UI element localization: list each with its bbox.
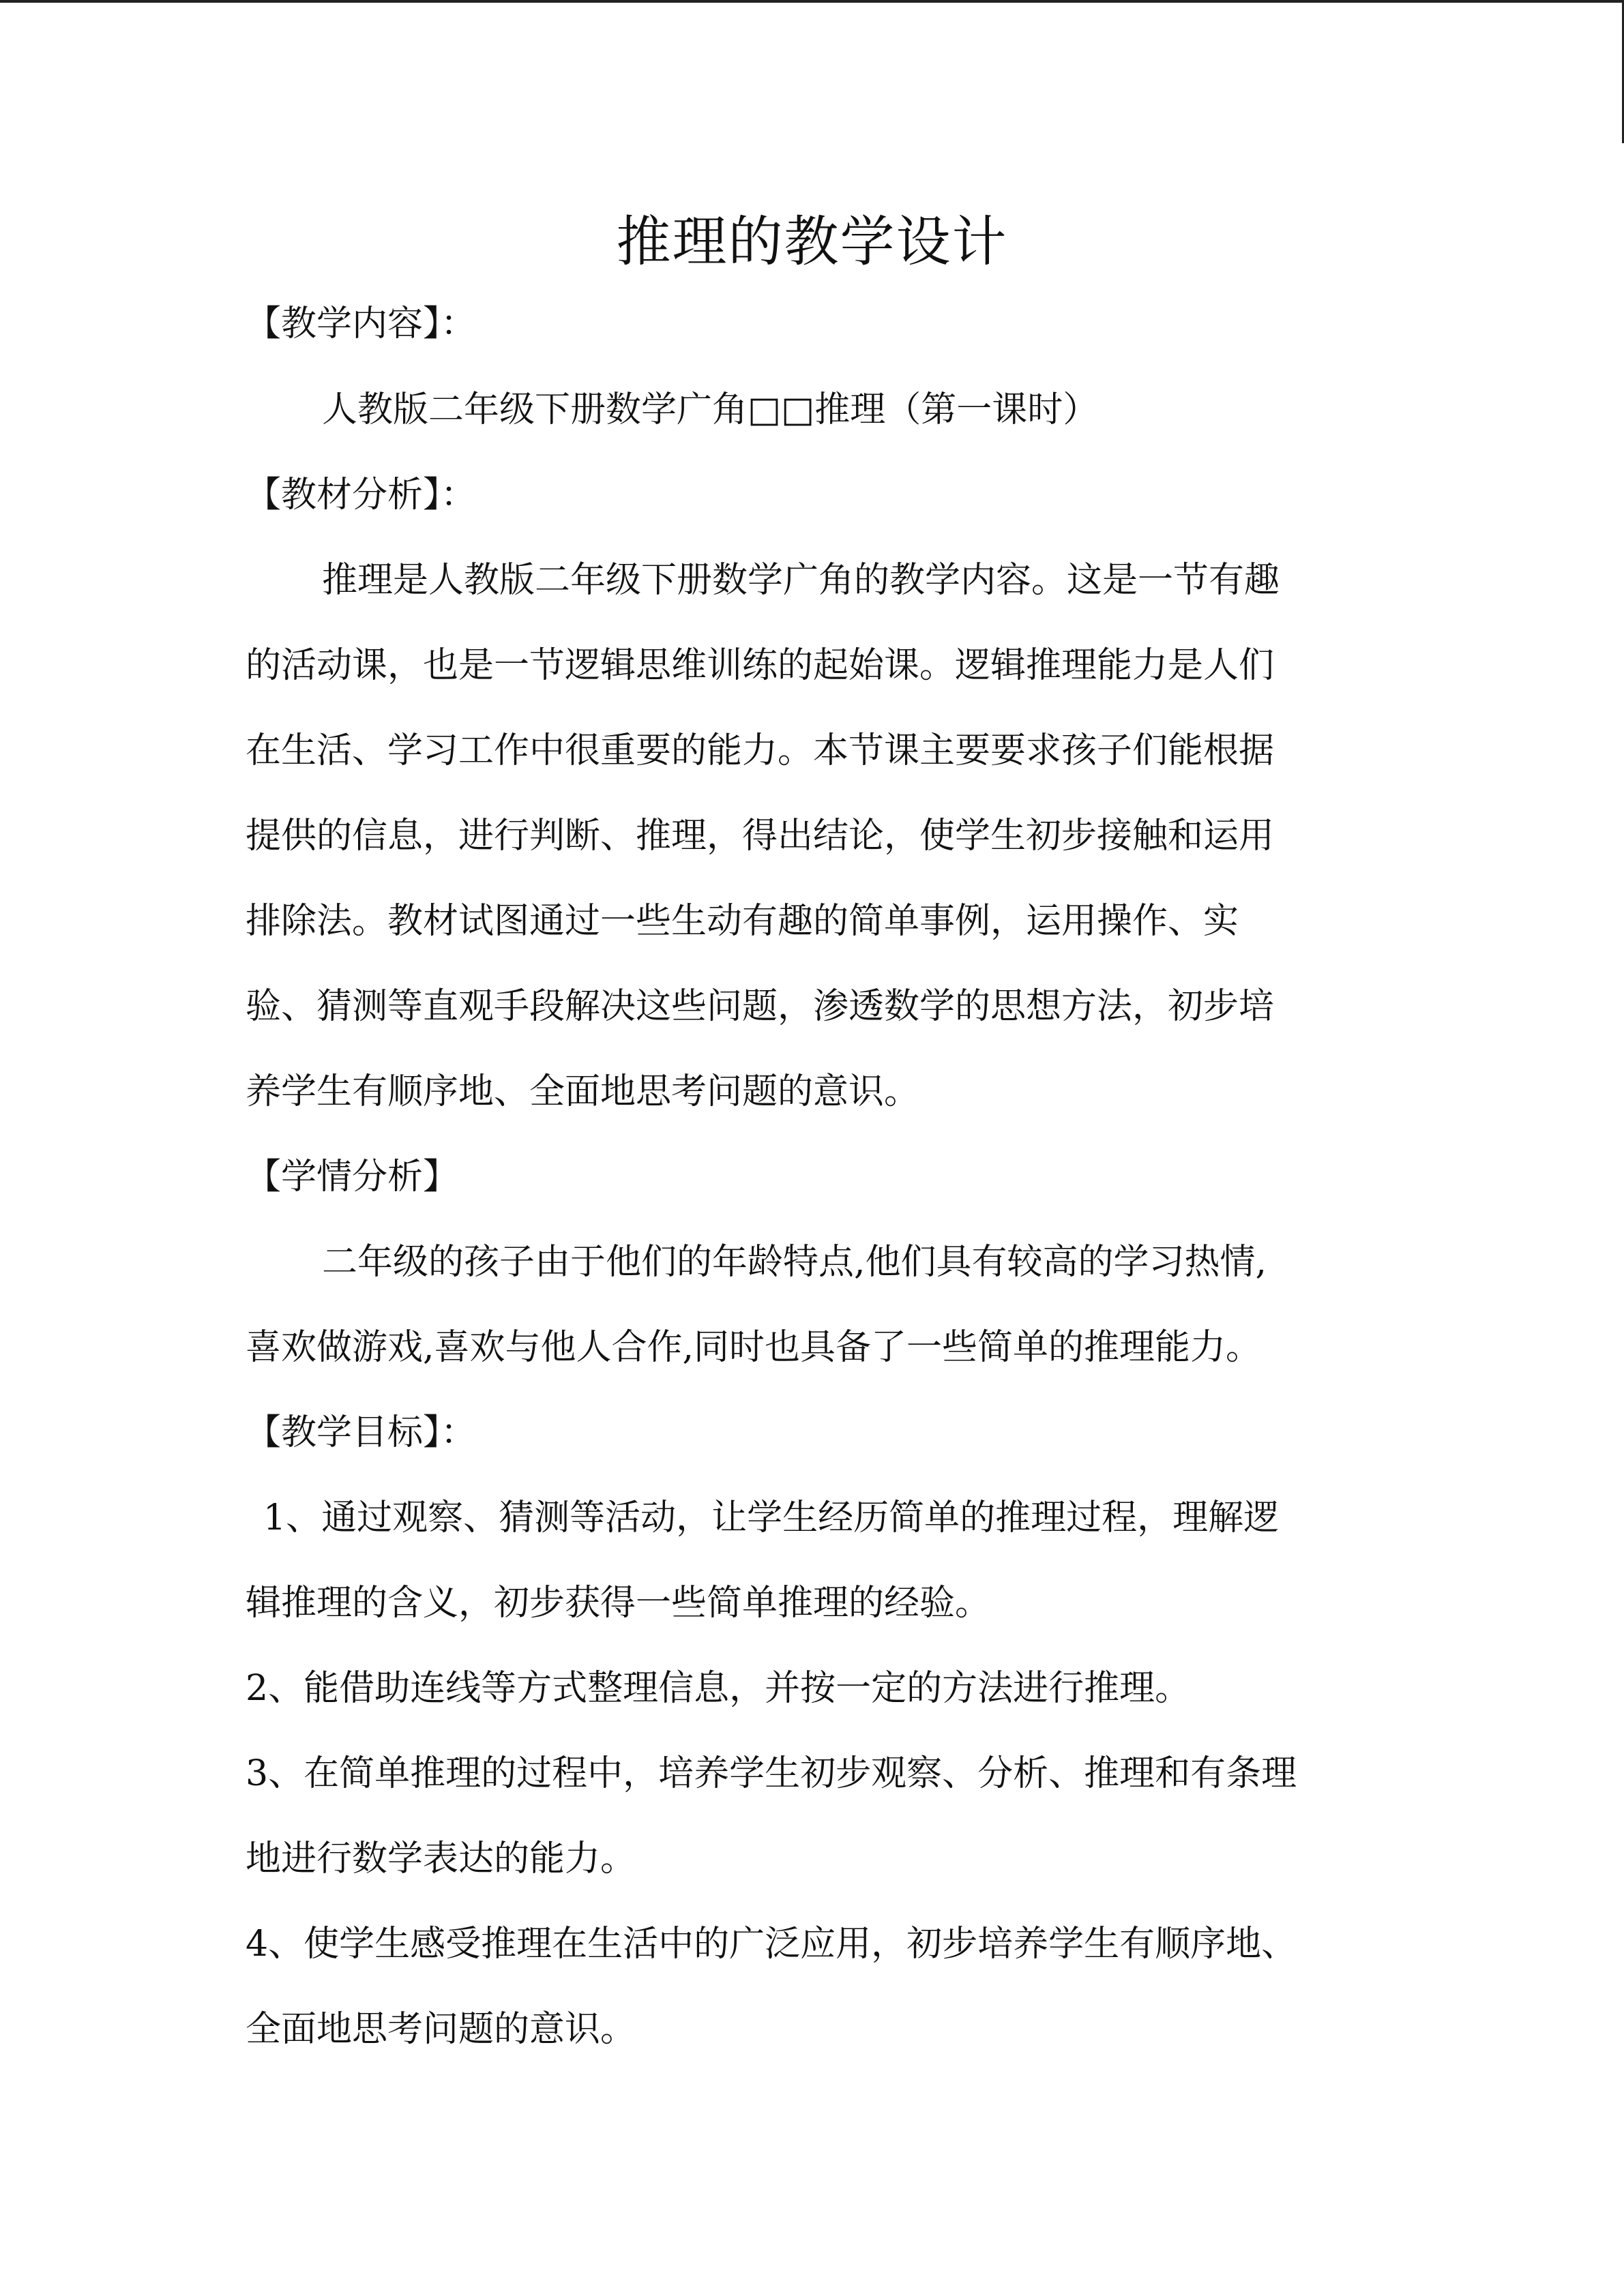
- analysis-line: 的活动课，也是一节逻辑思维训练的起始课。逻辑推理能力是人们: [246, 645, 1275, 686]
- goal-line: 全面地思考问题的意识。: [246, 2009, 636, 2050]
- page-title: 推理的教学设计: [616, 210, 1008, 273]
- goal-line: 2、能借助连线等方式整理信息，并按一定的方法进行推理。: [246, 1668, 1191, 1709]
- analysis-line: 排除法。教材试图通过一些生动有趣的简单事例，运用操作、实: [246, 901, 1239, 942]
- students-line: 喜欢做游戏,喜欢与他人合作,同时也具备了一些简单的推理能力。: [246, 1327, 1262, 1368]
- analysis-line: 推理是人教版二年级下册数学广角的教学内容。这是一节有趣: [322, 560, 1280, 601]
- section-heading-students: 【学情分析】: [246, 1157, 459, 1197]
- goal-line: 辑推理的含义，初步获得一些简单推理的经验。: [246, 1583, 991, 1624]
- goal-line: 3、在简单推理的过程中，培养学生初步观察、分析、推理和有条理: [246, 1753, 1297, 1794]
- students-line: 二年级的孩子由于他们的年龄特点,他们具有较高的学习热情,: [322, 1242, 1267, 1283]
- section-heading-analysis: 【教材分析】：: [246, 475, 477, 516]
- section-heading-goals: 【教学目标】：: [246, 1412, 477, 1453]
- section-heading-content: 【教学内容】：: [246, 303, 477, 344]
- analysis-line: 养学生有顺序地、全面地思考问题的意识。: [246, 1071, 920, 1112]
- analysis-line: 验、猜测等直观手段解决这些问题，渗透数学的思想方法，初步培: [246, 986, 1275, 1027]
- goal-line: 4、使学生感受推理在生活中的广泛应用，初步培养学生有顺序地、: [246, 1924, 1297, 1965]
- goal-line: 地进行数学表达的能力。: [246, 1838, 636, 1879]
- analysis-line: 提供的信息，进行判断、推理，得出结论，使学生初步接触和运用: [246, 816, 1275, 856]
- goal-line: 1、通过观察、猜测等活动，让学生经历简单的推理过程，理解逻: [263, 1497, 1280, 1538]
- analysis-line: 在生活、学习工作中很重要的能力。本节课主要要求孩子们能根据: [246, 730, 1275, 771]
- content-text: 人教版二年级下册数学广角□□推理（第一课时）: [322, 389, 1099, 430]
- top-border-line: [0, 0, 1624, 3]
